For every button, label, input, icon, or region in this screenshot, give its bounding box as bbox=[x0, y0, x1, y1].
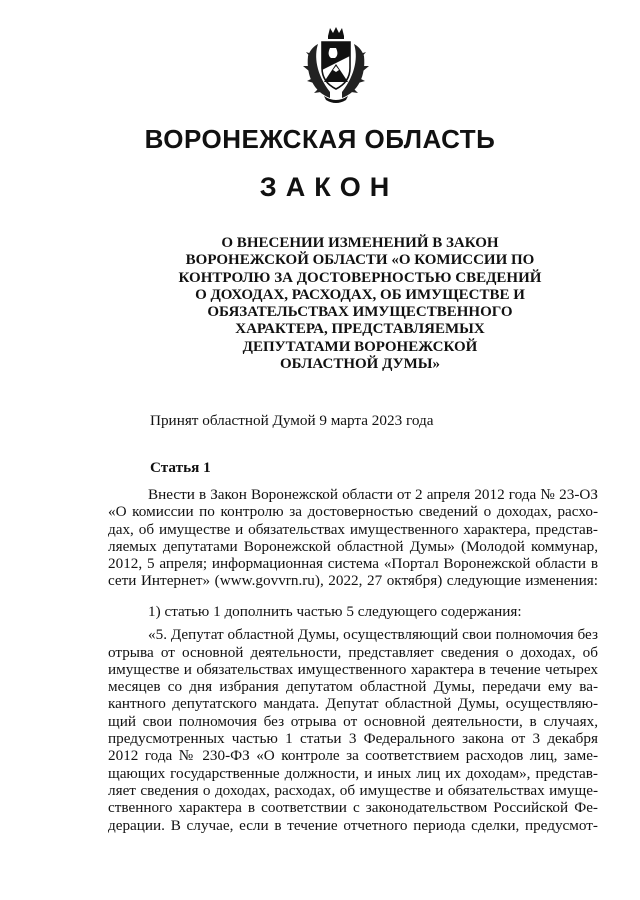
text-line: 2012, 5 апреля; информационная система «Портал Воронежской области в bbox=[108, 555, 598, 573]
text-line: сети Интернет» (www.govvrn.ru), 2022, 27 октября) следующие изменения: bbox=[108, 572, 598, 590]
title-line: ОБЯЗАТЕЛЬСТВАХ ИМУЩЕСТВЕННОГО bbox=[207, 304, 513, 321]
text-line: дерации. В случае, если в течение отчетного периода сделки, предусмот- bbox=[108, 816, 598, 834]
text-line: «О комиссии по контролю за достоверностью сведений о доходах, расхо- bbox=[108, 503, 598, 521]
text-line: ляемых депутатами Воронежской областной Думы» (Молодой коммунар, bbox=[108, 537, 598, 555]
text-line: 1) статью 1 дополнить частью 5 следующего содержания: bbox=[148, 603, 522, 620]
text-line: предусмотренных частью 1 статьи 3 Федерального закона от 3 декабря bbox=[108, 730, 598, 748]
article-intro bbox=[108, 486, 598, 590]
law-title bbox=[150, 235, 570, 373]
text-line: имуществе и обязательствах имущественного характера в течение четырех bbox=[108, 660, 598, 678]
article-item-1 bbox=[108, 603, 598, 834]
adoption-date: Принят областной Думой 9 марта 2023 года bbox=[150, 412, 434, 429]
title-line: ВОРОНЕЖСКОЙ ОБЛАСТИ «О КОМИССИИ ПО bbox=[185, 252, 535, 269]
text-line: ственного характера в соответствии с законодательством Российской Фе- bbox=[108, 799, 598, 817]
text-line: щающих государственные должности, и иных лиц их доходам», представ- bbox=[108, 764, 598, 782]
text-line: дах, об имуществе и обязательствах имущественного характера, представ- bbox=[108, 520, 598, 538]
text-line: «5. Депутат областной Думы, осуществляющий свои полномочия без bbox=[148, 626, 598, 644]
title-line: КОНТРОЛЮ ЗА ДОСТОВЕРНОСТЬЮ СВЕДЕНИЙ bbox=[178, 269, 542, 286]
coat-of-arms-icon bbox=[300, 26, 372, 106]
text-line: 2012 года № 230-ФЗ «О контроле за соответствием расходов лиц, заме- bbox=[108, 747, 598, 765]
title-line: ДЕПУТАТАМИ ВОРОНЕЖСКОЙ bbox=[242, 338, 478, 355]
article-heading: Статья 1 bbox=[150, 459, 211, 476]
region-name: ВОРОНЕЖСКАЯ ОБЛАСТЬ bbox=[144, 124, 496, 154]
title-line: ХАРАКТЕРА, ПРЕДСТАВЛЯЕМЫХ bbox=[235, 321, 485, 338]
document-type: ЗАКОН bbox=[259, 172, 399, 202]
title-line: О ВНЕСЕНИИ ИЗМЕНЕНИЙ В ЗАКОН bbox=[221, 235, 499, 251]
title-line: О ДОХОДАХ, РАСХОДАХ, ОБ ИМУЩЕСТВЕ И bbox=[195, 286, 525, 303]
title-line: ОБЛАСТНОЙ ДУМЫ» bbox=[280, 356, 440, 373]
text-line: щий свои полномочия без отрыва от основной деятельности, в случаях, bbox=[108, 712, 598, 730]
text-line: отрыва от основной деятельности, представляет сведения о доходах, об bbox=[108, 643, 598, 661]
text-line: кантного депутатского мандата. Депутат областной Думы, осуществляю- bbox=[108, 695, 598, 713]
text-line: месяцев со дня избрания депутатом областной Думы, передачи ему ва- bbox=[108, 678, 598, 696]
text-line: Внести в Закон Воронежской области от 2 апреля 2012 года № 23-ОЗ bbox=[148, 486, 598, 503]
text-line: ляет сведения о доходах, расходах, об имуществе и обязательствах имуще- bbox=[108, 781, 598, 799]
